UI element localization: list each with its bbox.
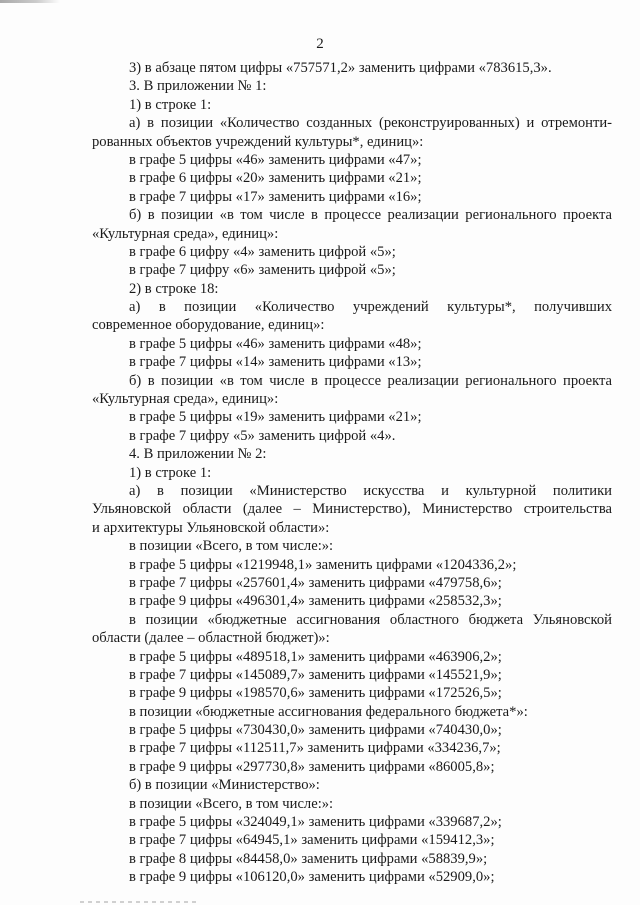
text-line: а) в позиции «Министерство искусства и культурной политики <box>129 482 612 499</box>
text-line: в графе 7 цифры «64945,1» заменить цифрами «159412,3»; <box>129 832 495 849</box>
text-line: б) в позиции «в том числе в процессе реализации регионального проекта <box>129 372 612 389</box>
text-line: в графе 9 цифры «297730,8» заменить цифрами «86005,8»; <box>129 758 495 775</box>
text-line: б) в позиции «Министерство»: <box>129 777 320 794</box>
text-line: рованных объектов учреждений культуры*, единиц»: <box>92 133 424 150</box>
text-line: «Культурная среда», единиц»: <box>92 391 279 408</box>
text-line: в позиции «бюджетные ассигнования федерального бюджета*»: <box>129 703 528 720</box>
scan-artifact-bottom <box>80 901 200 903</box>
text-line: в графе 5 цифры «46» заменить цифрами «48»; <box>129 335 422 352</box>
text-line: в графе 9 цифры «198570,6» заменить цифрами «172526,5»; <box>129 685 502 702</box>
text-line: в графе 8 цифры «84458,0» заменить цифрами «58839,9»; <box>129 850 488 867</box>
text-line: и архитектуры Ульяновской области»: <box>92 519 330 536</box>
text-line: в графе 5 цифры «19» заменить цифрами «21»; <box>129 409 422 426</box>
text-line: 1) в строке 1: <box>129 96 212 113</box>
text-line: в графе 5 цифры «46» заменить цифрами «47»; <box>129 151 422 168</box>
text-line: в графе 5 цифры «324049,1» заменить цифрами «339687,2»; <box>129 814 502 831</box>
text-line: области (далее – областной бюджет)»: <box>92 630 330 647</box>
text-line: 2) в строке 18: <box>129 280 219 297</box>
text-line: в графе 6 цифры «20» заменить цифрами «21»; <box>129 170 422 187</box>
text-line: современное оборудование, единиц»: <box>92 317 325 334</box>
text-line: в графе 9 цифры «106120,0» заменить цифрами «52909,0»; <box>129 869 495 886</box>
text-line: в графе 7 цифры «257601,4» заменить цифрами «479758,6»; <box>129 574 502 591</box>
text-line: 4. В приложении № 2: <box>129 446 267 463</box>
text-line: Ульяновской области (далее – Министерство), Министерство строительства <box>92 501 612 518</box>
text-line: в графе 5 цифры «1219948,1» заменить цифрами «1204336,2»; <box>129 556 517 573</box>
text-line: 1) в строке 1: <box>129 464 212 481</box>
text-line: 3. В приложении № 1: <box>129 78 267 95</box>
text-line: в графе 7 цифру «5» заменить цифрой «4». <box>129 427 396 444</box>
text-line: в графе 7 цифры «17» заменить цифрами «16»; <box>129 188 422 205</box>
text-line: «Культурная среда», единиц»: <box>92 225 279 242</box>
text-line: а) в позиции «Количество созданных (реконструированных) и отремонти- <box>129 115 612 132</box>
document-body <box>92 59 612 887</box>
text-line: в позиции «бюджетные ассигнования областного бюджета Ульяновской <box>129 611 612 628</box>
text-line: а) в позиции «Количество учреждений культуры*, получивших <box>129 299 612 316</box>
page-number: 2 <box>316 36 324 52</box>
text-line: в графе 7 цифры «145089,7» заменить цифрами «145521,9»; <box>129 666 502 683</box>
text-line: 3) в абзаце пятом цифры «757571,2» заменить цифрами «783615,3». <box>129 60 552 76</box>
text-line: б) в позиции «в том числе в процессе реализации регионального проекта <box>129 207 612 224</box>
text-line: в позиции «Всего, в том числе:»: <box>129 538 334 555</box>
text-line: в графе 7 цифры «112511,7» заменить цифрами «334236,7»; <box>129 740 501 757</box>
scan-artifact-top <box>0 0 60 3</box>
text-line: в графе 5 цифры «730430,0» заменить цифрами «740430,0»; <box>129 722 502 739</box>
text-line: в графе 6 цифру «4» заменить цифрой «5»; <box>129 243 396 260</box>
text-line: в графе 7 цифру «6» заменить цифрой «5»; <box>129 262 396 279</box>
text-line: в графе 9 цифры «496301,4» заменить цифрами «258532,3»; <box>129 593 502 610</box>
text-line: в графе 7 цифры «14» заменить цифрами «13»; <box>129 354 422 371</box>
text-line: в позиции «Всего, в том числе:»: <box>129 795 334 812</box>
text-line: в графе 5 цифры «489518,1» заменить цифрами «463906,2»; <box>129 648 502 665</box>
